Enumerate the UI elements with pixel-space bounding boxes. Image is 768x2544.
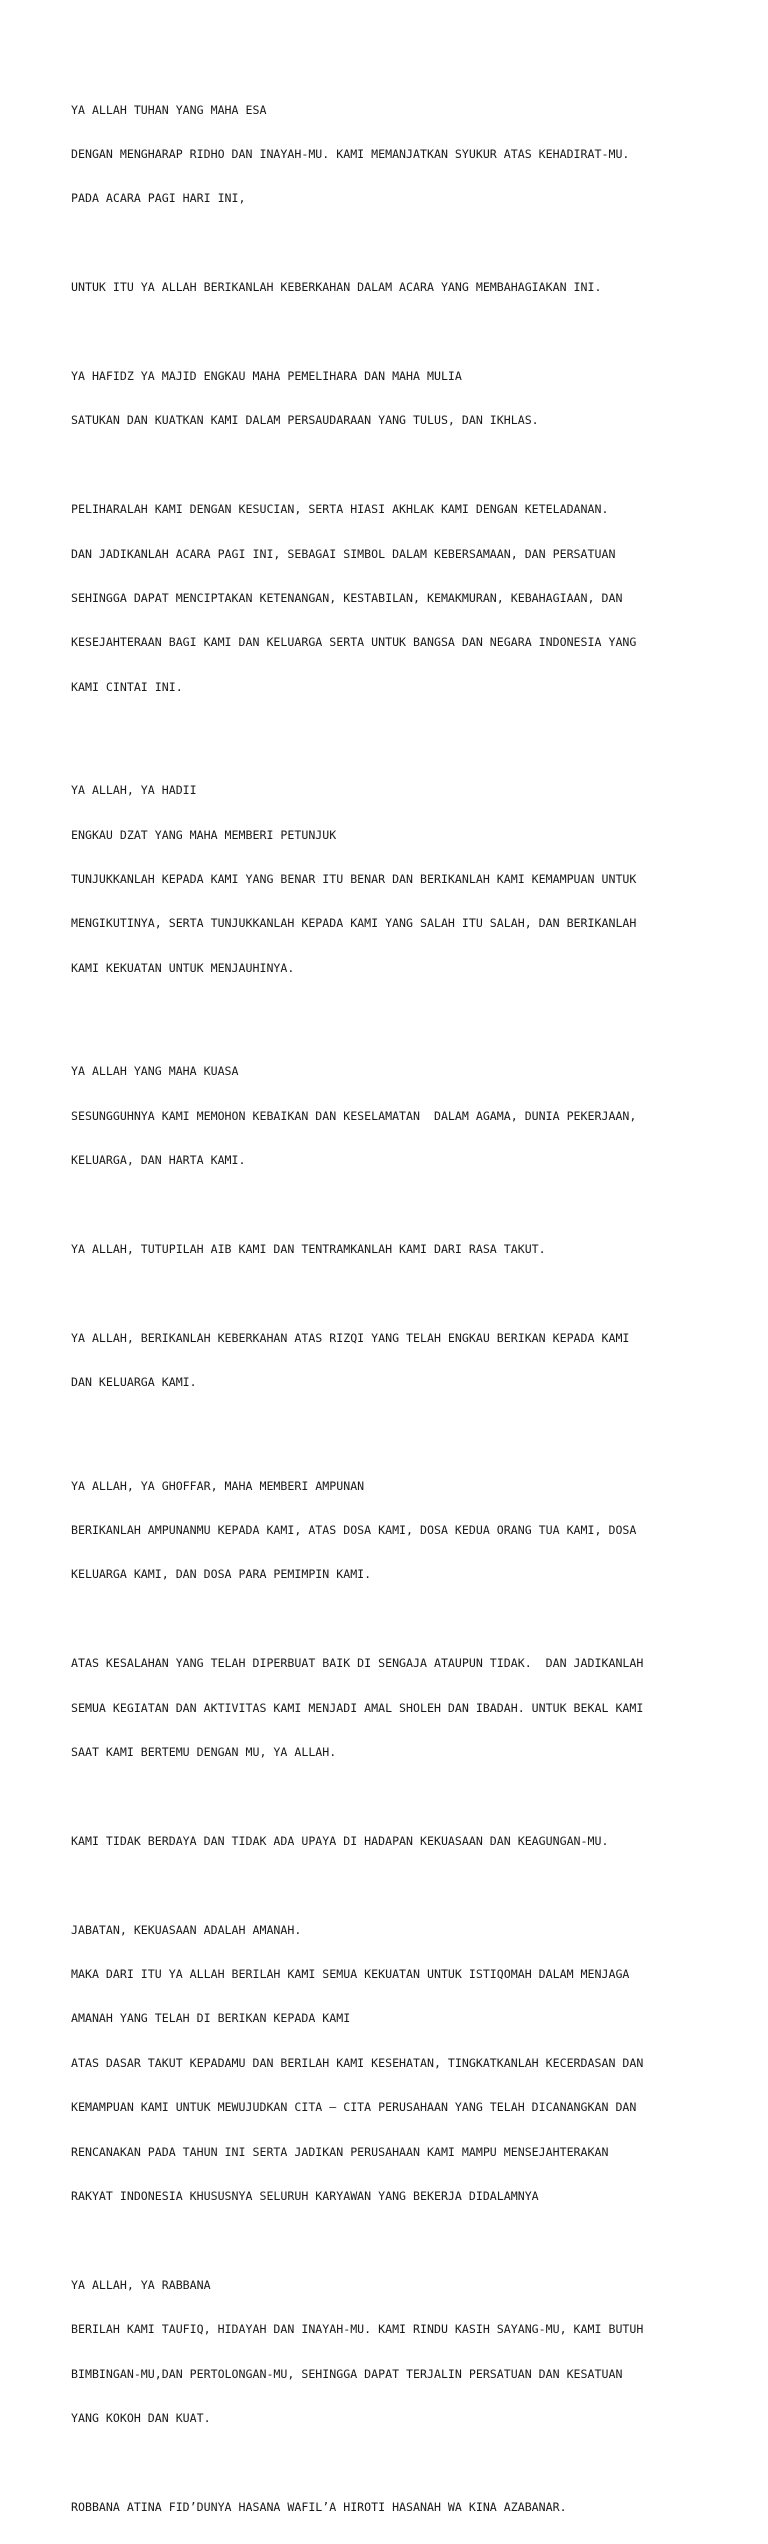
text-line: BERIKANLAH AMPUNANMU KEPADA KAMI, ATAS DOSA KAMI, DOSA KEDUA ORANG TUA KAMI, DOSA <box>71 1523 637 1538</box>
paragraph-kesalahan <box>71 1627 711 1790</box>
text-line: KAMI KEKUATAN UNTUK MENJAUHINYA. <box>71 960 295 975</box>
text-line: DENGAN MENGHARAP RIDHO DAN INAYAH-MU. KAMI MEMANJATKAN SYUKUR ATAS KEHADIRAT-MU. <box>71 146 630 161</box>
text-line: ATAS DASAR TAKUT KEPADAMU DAN BERILAH KAMI KESEHATAN, TINGKATKANLAH KECERDASAN DAN <box>71 2055 644 2070</box>
text-line: KELUARGA, DAN HARTA KAMI. <box>71 1153 246 1168</box>
document-page <box>71 73 711 2544</box>
text-line: SEHINGGA DAPAT MENCIPTAKAN KETENANGAN, KESTABILAN, KEMAKMURAN, KEBAHAGIAAN, DAN <box>71 590 623 605</box>
text-line: ENGKAU DZAT YANG MAHA MEMBERI PETUNJUK <box>71 827 337 842</box>
text-line: PADA ACARA PAGI HARI INI, <box>71 191 246 206</box>
text-line: DAN JADIKANLAH ACARA PAGI INI, SEBAGAI SIMBOL DALAM KEBERSAMAAN, DAN PERSATUAN <box>71 546 616 561</box>
paragraph-opening <box>71 73 711 236</box>
text-line: RAKYAT INDONESIA KHUSUSNYA SELURUH KARYAWAN YANG BEKERJA DIDALAMNYA <box>71 2188 539 2203</box>
paragraph-ya-hadii <box>71 754 711 1006</box>
text-line: YA ALLAH, BERIKANLAH KEBERKAHAN ATAS RIZQI YANG TELAH ENGKAU BERIKAN KEPADA KAMI <box>71 1330 630 1345</box>
text-line: YA ALLAH, YA HADII <box>71 783 197 798</box>
text-line: KELUARGA KAMI, DAN DOSA PARA PEMIMPIN KAMI. <box>71 1567 372 1582</box>
paragraph-blessing <box>71 251 711 325</box>
text-line: BERILAH KAMI TAUFIQ, HIDAYAH DAN INAYAH-MU. KAMI RINDU KASIH SAYANG-MU, KAMI BUTUH <box>71 2322 644 2337</box>
text-line: ATAS KESALAHAN YANG TELAH DIPERBUAT BAIK DI SENGAJA ATAUPUN TIDAK. DAN JADIKANLAH <box>71 1656 644 1671</box>
text-line: YA ALLAH, TUTUPILAH AIB KAMI DAN TENTRAMKANLAH KAMI DARI RASA TAKUT. <box>71 1241 546 1256</box>
text-line: SEMUA KEGIATAN DAN AKTIVITAS KAMI MENJADI AMAL SHOLEH DAN IBADAH. UNTUK BEKAL KAMI <box>71 1700 644 1715</box>
text-line: ROBBANA ATINA FID’DUNYA HASANA WAFIL’A HIROTI HASANAH WA KINA AZABANAR. <box>71 2499 567 2514</box>
text-line: RENCANAKAN PADA TAHUN INI SERTA JADIKAN PERUSAHAAN KAMI MAMPU MENSEJAHTERAKAN <box>71 2144 609 2159</box>
text-line: YA ALLAH TUHAN YANG MAHA ESA <box>71 102 267 117</box>
text-line: YA ALLAH, YA RABBANA <box>71 2277 211 2292</box>
paragraph-rizqi <box>71 1301 711 1419</box>
paragraph-ya-hafidz <box>71 339 711 457</box>
paragraph-ghoffar <box>71 1449 711 1612</box>
text-line: DAN KELUARGA KAMI. <box>71 1375 197 1390</box>
text-line: SATUKAN DAN KUATKAN KAMI DALAM PERSAUDARAAN YANG TULUS, DAN IKHLAS. <box>71 413 539 428</box>
text-line: MAKA DARI ITU YA ALLAH BERILAH KAMI SEMUA KEKUATAN UNTUK ISTIQOMAH DALAM MENJAGA <box>71 1967 630 1981</box>
text-line: KAMI CINTAI INI. <box>71 679 183 694</box>
paragraph-tutupilah <box>71 1212 711 1286</box>
text-line: BIMBINGAN-MU,DAN PERTOLONGAN-MU, SEHINGGA DAPAT TERJALIN PERSATUAN DAN KESATUAN <box>71 2366 623 2381</box>
text-line: KAMI TIDAK BERDAYA DAN TIDAK ADA UPAYA DI HADAPAN KEKUASAAN DAN KEAGUNGAN-MU. <box>71 1833 609 1848</box>
text-line: YA ALLAH YANG MAHA KUASA <box>71 1064 239 1079</box>
text-line: YA ALLAH, YA GHOFFAR, MAHA MEMBERI AMPUNAN <box>71 1478 365 1493</box>
text-line: MENGIKUTINYA, SERTA TUNJUKKANLAH KEPADA KAMI YANG SALAH ITU SALAH, DAN BERIKANLAH <box>71 916 637 931</box>
paragraph-peliharalah <box>71 473 711 725</box>
text-line: YA HAFIDZ YA MAJID ENGKAU MAHA PEMELIHARA DAN MAHA MULIA <box>71 368 462 383</box>
text-line: KESEJAHTERAAN BAGI KAMI DAN KELUARGA SERTA UNTUK BANGSA DAN NEGARA INDONESIA YANG <box>71 635 637 650</box>
paragraph-maha-kuasa <box>71 1035 711 1198</box>
text-line: PELIHARALAH KAMI DENGAN KESUCIAN, SERTA HIASI AKHLAK KAMI DENGAN KETELADANAN. <box>71 502 609 517</box>
text-line: SAAT KAMI BERTEMU DENGAN MU, YA ALLAH. <box>71 1745 337 1760</box>
paragraph-jabatan <box>71 1893 711 2233</box>
text-line: YANG KOKOH DAN KUAT. <box>71 2410 211 2425</box>
text-line: JABATAN, KEKUASAAN ADALAH AMANAH. <box>71 1922 302 1937</box>
text-line: KEMAMPUAN KAMI UNTUK MEWUJUDKAN CITA – CITA PERUSAHAAN YANG TELAH DICANANGKAN DAN <box>71 2100 637 2115</box>
text-line: AMANAH YANG TELAH DI BERIKAN KEPADA KAMI <box>71 2011 351 2026</box>
paragraph-rabbana <box>71 2248 711 2455</box>
text-line: TUNJUKKANLAH KEPADA KAMI YANG BENAR ITU BENAR DAN BERIKANLAH KAMI KEMAMPUAN UNTUK <box>71 872 637 887</box>
text-line: SESUNGGUHNYA KAMI MEMOHON KEBAIKAN DAN KESELAMATAN DALAM AGAMA, DUNIA PEKERJAAN, <box>71 1108 637 1123</box>
paragraph-tidak-berdaya <box>71 1804 711 1878</box>
paragraph-closing <box>71 2470 711 2544</box>
text-line: UNTUK ITU YA ALLAH BERIKANLAH KEBERKAHAN DALAM ACARA YANG MEMBAHAGIAKAN INI. <box>71 280 602 295</box>
